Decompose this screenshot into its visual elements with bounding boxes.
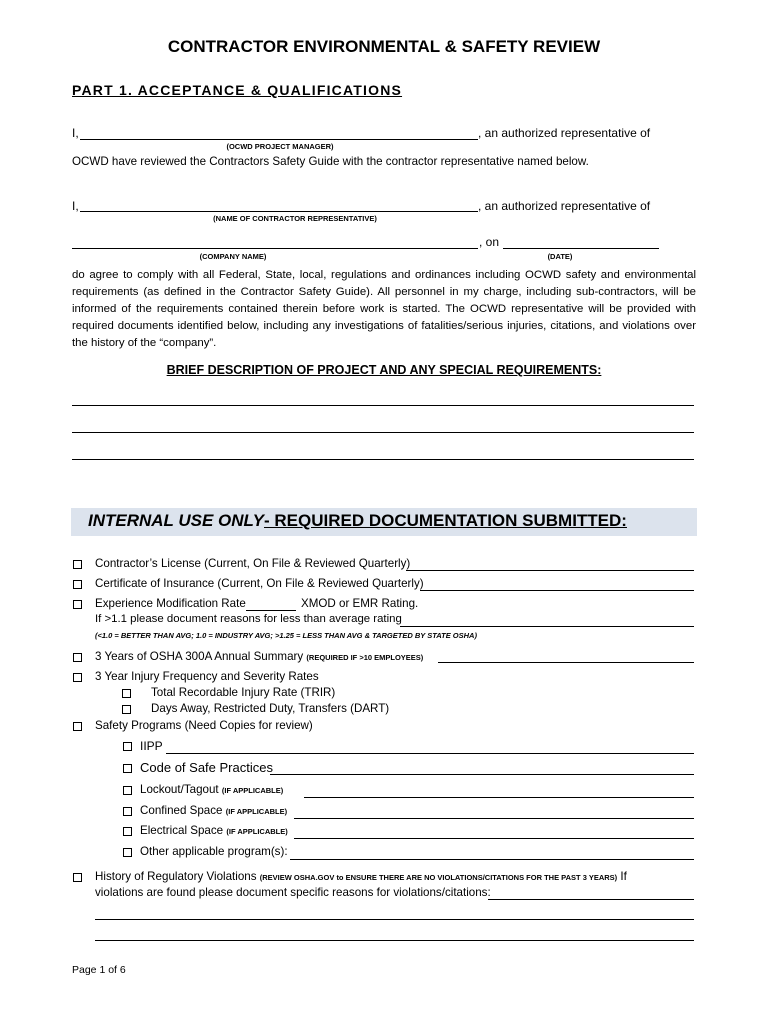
company-name-caption: (COMPANY NAME) bbox=[199, 252, 267, 261]
osha-label bbox=[95, 650, 423, 663]
osha-requirement: (REQUIRED IF >10 EMPLOYEES) bbox=[306, 653, 424, 662]
dart-checkbox[interactable] bbox=[122, 705, 131, 714]
form-title: CONTRACTOR ENVIRONMENTAL & SAFETY REVIEW bbox=[167, 37, 601, 56]
project-manager-field[interactable] bbox=[80, 139, 478, 140]
brief-description-heading: BRIEF DESCRIPTION OF PROJECT AND ANY SPECIAL REQUIREMENTS: bbox=[166, 363, 602, 377]
history-label-text: History of Regulatory Violations bbox=[95, 870, 257, 883]
emr-if-label: If >1.1 please document reasons for less than average rating bbox=[95, 613, 402, 625]
trir-checkbox[interactable] bbox=[122, 689, 131, 698]
description-line-1[interactable] bbox=[72, 405, 694, 406]
line3-suffix: , an authorized representative of bbox=[478, 199, 651, 213]
lockout-if-applicable: (IF APPLICABLE) bbox=[221, 786, 284, 795]
contractor-rep-field[interactable] bbox=[80, 211, 478, 212]
confined-field[interactable] bbox=[294, 818, 694, 819]
line3-prefix: I, bbox=[72, 199, 79, 213]
emr-note: (<1.0 = BETTER THAN AVG; 1.0 = INDUSTRY AVG; >1.25 = LESS THAN AVG & TARGETED BY STATE OSHA) bbox=[95, 631, 477, 640]
lockout-field[interactable] bbox=[304, 797, 694, 798]
other-checkbox[interactable] bbox=[123, 848, 132, 857]
emr-rate-field[interactable] bbox=[246, 610, 296, 611]
license-label: Contractor’s License (Current, On File & Reviewed Quarterly) bbox=[95, 557, 411, 570]
lockout-label-text: Lockout/Tagout bbox=[140, 783, 219, 796]
company-name-field[interactable] bbox=[72, 248, 478, 249]
contractor-rep-caption: (NAME OF CONTRACTOR REPRESENTATIVE) bbox=[213, 214, 377, 223]
lockout-label bbox=[140, 783, 283, 796]
osha-field[interactable] bbox=[438, 662, 694, 663]
line1-prefix: I, bbox=[72, 126, 79, 140]
electrical-checkbox[interactable] bbox=[123, 827, 132, 836]
history-if: If bbox=[620, 870, 627, 883]
history-checkbox[interactable] bbox=[73, 873, 82, 882]
injury-checkbox[interactable] bbox=[73, 673, 82, 682]
insurance-field[interactable] bbox=[420, 590, 694, 591]
line1-suffix: , an authorized representative of bbox=[478, 126, 651, 140]
history-osha-note: (REVIEW OSHA.GOV to ENSURE THERE ARE NO VIOLATIONS/CITATIONS FOR THE PAST 3 YEARS) bbox=[259, 873, 618, 882]
lockout-checkbox[interactable] bbox=[123, 786, 132, 795]
internal-use-italic: INTERNAL USE ONLY bbox=[88, 511, 264, 530]
history-second-line: violations are found please document specific reasons for violations/citations: bbox=[95, 886, 491, 899]
license-field[interactable] bbox=[406, 570, 694, 571]
violations-field[interactable] bbox=[488, 899, 694, 900]
internal-use-heading bbox=[88, 511, 627, 531]
description-line-3[interactable] bbox=[72, 459, 694, 460]
agreement-paragraph: do agree to comply with all Federal, State, local, regulations and ordinances including OCWD safety and environmental requirements (as defined in the Contractor Safety Guide). All personnel in my charge, including sub-contractors, will be informed of the requirements contained therein before work is started. The OCWD representative will be provided with required documents identified below, including any investigations of fatalities/serious injuries, citations, and violations over the history of the “company”. bbox=[72, 269, 696, 349]
safety-programs-checkbox[interactable] bbox=[73, 722, 82, 731]
history-label bbox=[95, 870, 627, 883]
iipp-field[interactable] bbox=[166, 753, 694, 754]
code-field[interactable] bbox=[270, 774, 694, 775]
electrical-if-applicable: (IF APPLICABLE) bbox=[226, 827, 288, 836]
required-docs-title: - REQUIRED DOCUMENTATION SUBMITTED: bbox=[264, 511, 627, 530]
iipp-label: IIPP bbox=[140, 739, 163, 753]
on-label: , on bbox=[479, 235, 500, 249]
code-label: Code of Safe Practices bbox=[140, 760, 273, 775]
dart-label: Days Away, Restricted Duty, Transfers (DART) bbox=[151, 702, 390, 715]
emr-label: Experience Modification Rate bbox=[95, 597, 246, 610]
project-manager-caption: (OCWD PROJECT MANAGER) bbox=[226, 142, 334, 151]
insurance-checkbox[interactable] bbox=[73, 580, 82, 589]
insurance-label: Certificate of Insurance (Current, On File & Reviewed Quarterly) bbox=[95, 577, 424, 590]
electrical-field[interactable] bbox=[294, 838, 694, 839]
line2-text: OCWD have reviewed the Contractors Safety Guide with the contractor representative named below. bbox=[72, 155, 589, 168]
trir-label: Total Recordable Injury Rate (TRIR) bbox=[151, 686, 336, 699]
code-checkbox[interactable] bbox=[123, 764, 132, 773]
part1-heading: PART 1. ACCEPTANCE & QUALIFICATIONS bbox=[72, 82, 403, 98]
confined-label-text: Confined Space bbox=[140, 804, 223, 817]
license-checkbox[interactable] bbox=[73, 560, 82, 569]
emr-checkbox[interactable] bbox=[73, 600, 82, 609]
violations-line-3[interactable] bbox=[95, 940, 694, 941]
date-field[interactable] bbox=[503, 248, 659, 249]
other-label: Other applicable program(s): bbox=[140, 845, 288, 858]
confined-checkbox[interactable] bbox=[123, 807, 132, 816]
electrical-label-text: Electrical Space bbox=[140, 824, 224, 837]
emr-rating-label: XMOD or EMR Rating. bbox=[301, 597, 419, 610]
safety-programs-label: Safety Programs (Need Copies for review) bbox=[95, 719, 313, 732]
iipp-checkbox[interactable] bbox=[123, 742, 132, 751]
description-line-2[interactable] bbox=[72, 432, 694, 433]
other-field[interactable] bbox=[290, 859, 694, 860]
confined-if-applicable: (IF APPLICABLE) bbox=[225, 807, 288, 816]
confined-label bbox=[140, 804, 287, 817]
osha-label-text: 3 Years of OSHA 300A Annual Summary bbox=[95, 650, 304, 663]
injury-label: 3 Year Injury Frequency and Severity Rates bbox=[95, 670, 319, 683]
osha-checkbox[interactable] bbox=[73, 653, 82, 662]
electrical-label bbox=[140, 824, 288, 837]
page-number: Page 1 of 6 bbox=[72, 964, 126, 976]
violations-line-2[interactable] bbox=[95, 919, 694, 920]
emr-reason-field[interactable] bbox=[400, 626, 694, 627]
date-caption: (DATE) bbox=[547, 252, 573, 261]
